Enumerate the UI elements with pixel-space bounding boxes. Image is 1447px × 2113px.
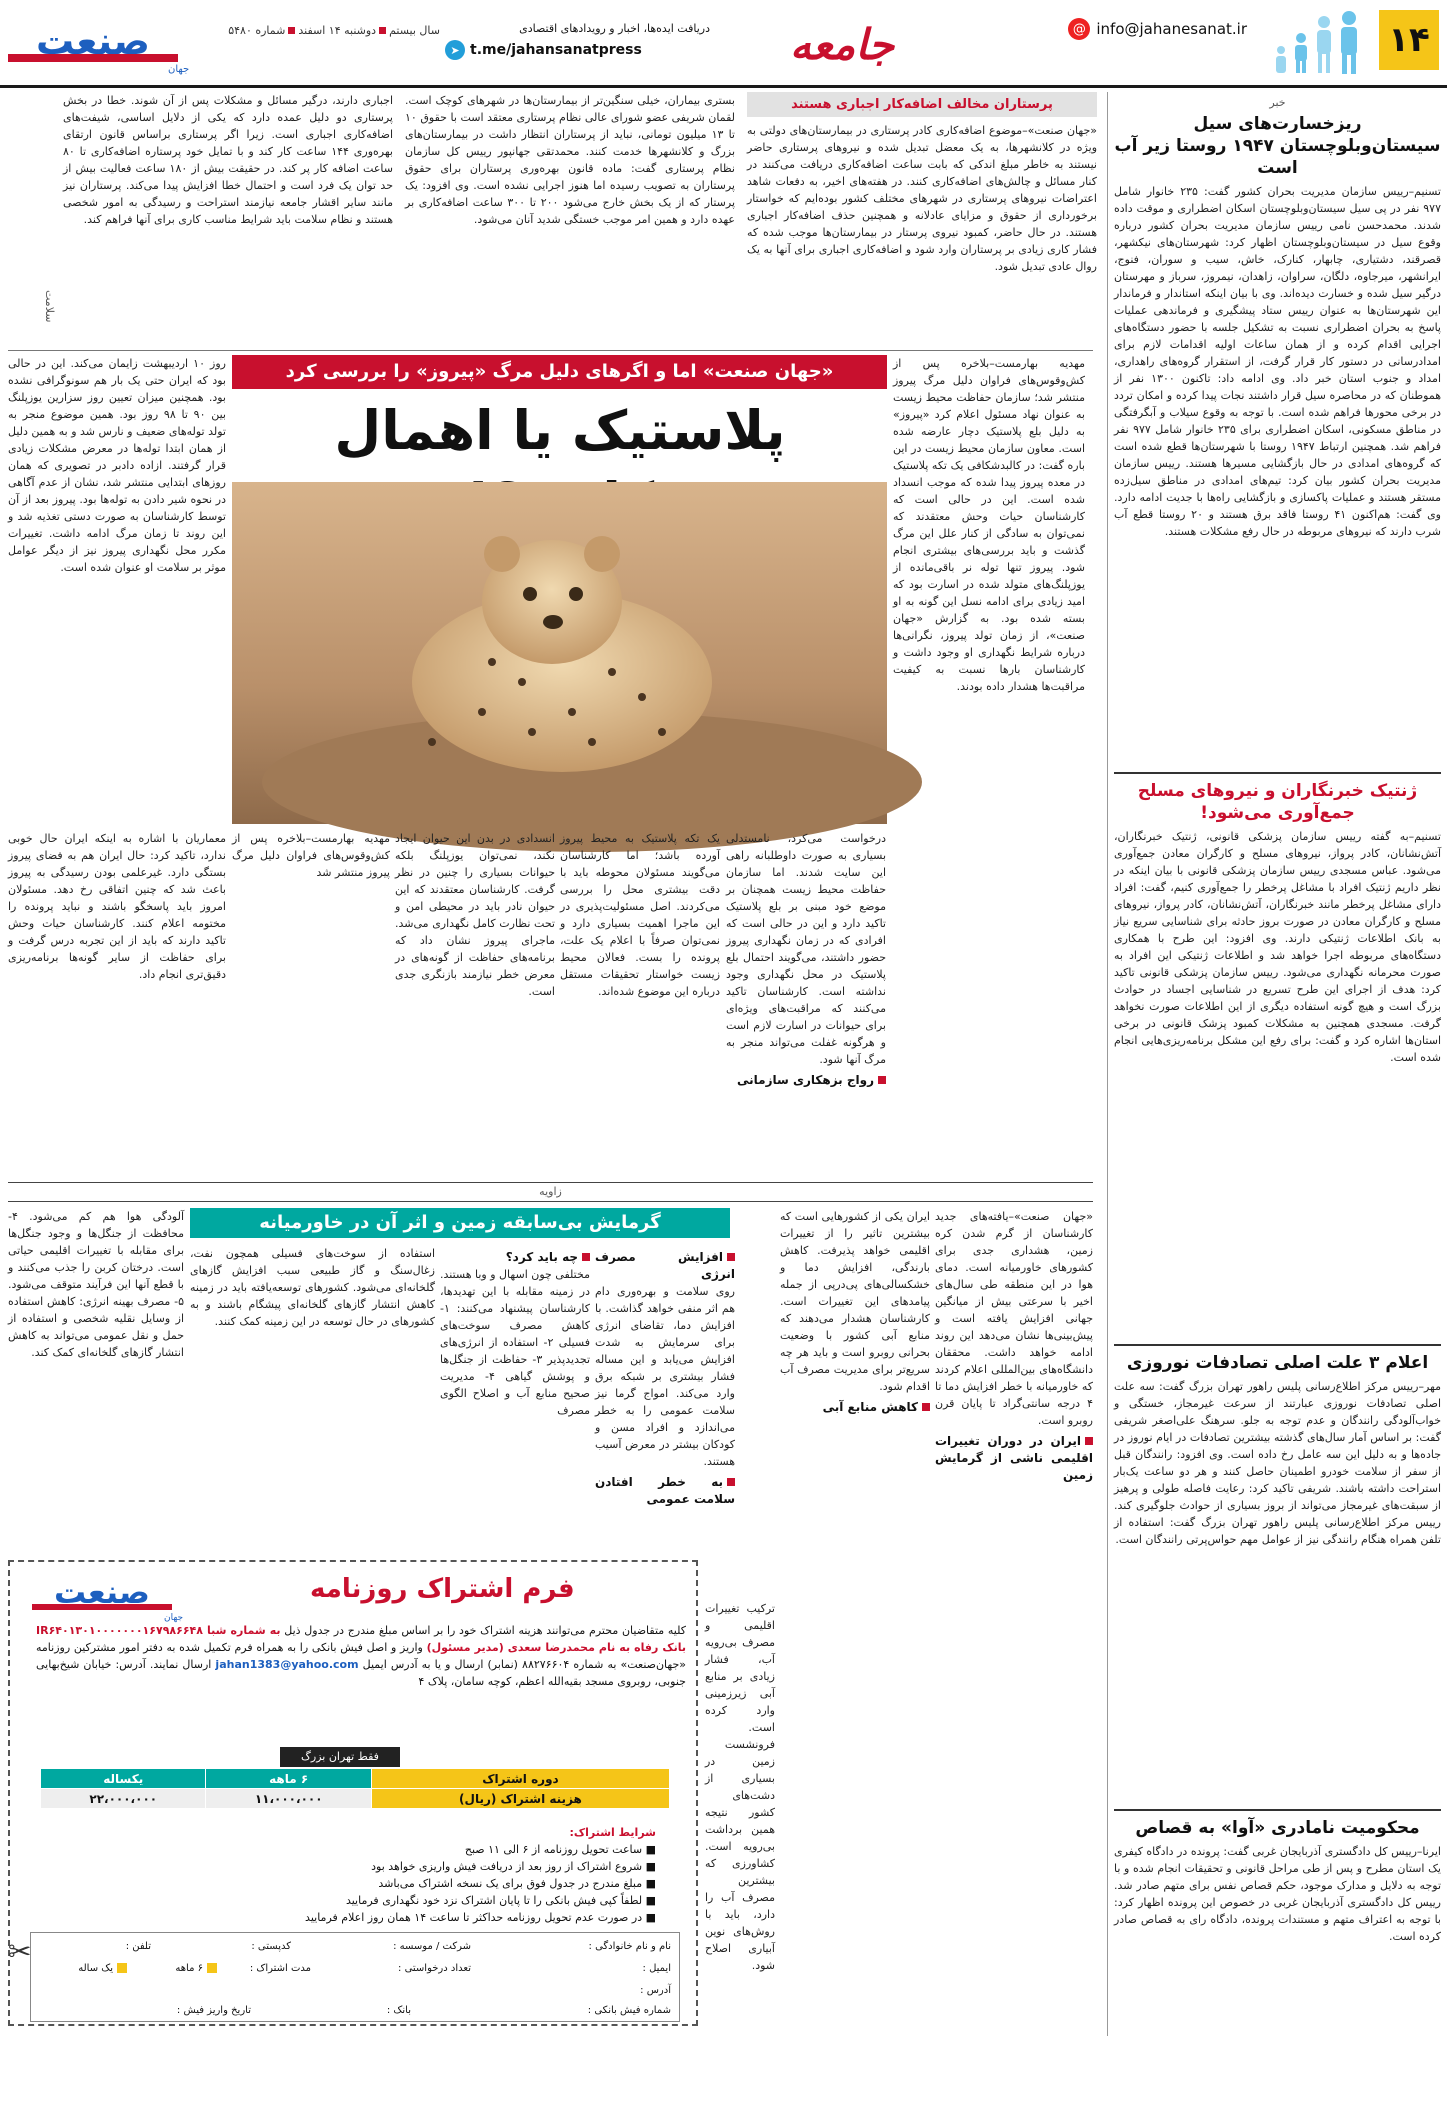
climate-subhead-d (595, 1474, 735, 1508)
nurses-col-3: اجباری دارند، درگیر مسائل و مشکلات پس از آن شوند. خطا در بخش پرستاری دو دلیل عمده دارد که یکی از دلایل اساسی، شیفت‌های اضافه‌کاری اجباری است. زیرا اگر پرستاری براساس قانون ارتقای بهره‌وری ۱۴۴ ساعت کار کند و با تمایل خود پرستاره اضافه‌کاری تا ۸۰ ساعت اضافه کار پر کند. در حقیقت بیش از ۱۸۰ ساعت فعالیت بیش از حد توان یک فرد است و احتمال خطا افزایش پیدا می‌کند. پرستاران نیز مانند سایر اقشار جامعه نیازمند استراحت و رسیدگی به امور شخصی هستند و نظام سلامت باید شرایط مناسب کاری برای آنها فراهم کند. (63, 94, 393, 226)
svg-text:صنعت: صنعت (54, 1573, 150, 1611)
climate-col-3: ترکیب تغییرات اقلیمی و مصرف بی‌رویه آب، فشار زیادی بر منابع آبی زیرزمینی وارد کرده است. فرونشست زمین در بسیاری از دشت‌های کشور نتیجه همین برداشت بی‌رویه است. کشاورزی که بیشترین مصرف آب را دارد، باید با روش‌های نوین آبیاری اصلاح شود. (705, 1602, 775, 1972)
price-label: هزینه اشتراک (ریال) (371, 1789, 669, 1809)
article-flood-title: ریزخسارت‌های سیل سیستان‌وبلوچستان ۱۹۴۷ روستا زیر آب است (1114, 114, 1441, 178)
climate-subhead-e (440, 1249, 590, 1266)
condition-item: ■ لطفاً کپی فیش بانکی را تا پایان اشتراک نزد خود نگهداری فرمایید (345, 1894, 656, 1907)
intro-text-2: واریز و اصل فیش بانکی را به همراه فرم تکمیل شده به دفتر امور مشترکین روزنامه «جهان‌صنعت» به شماره ۸۸۲۷۶۶۰۴ (نمابر) ارسال و یا به آدرس ایمیل (36, 1641, 687, 1671)
family-icon (1269, 8, 1369, 76)
condition-item: ■ مبلغ مندرج در جدول فوق برای یک نسخه اشتراک می‌باشد (378, 1877, 656, 1890)
climate-subhead-d-text: به خطر افتادن سلامت عمومی (595, 1475, 735, 1506)
field-phone[interactable]: تلفن : (125, 1941, 151, 1952)
climate-subhead-e-text: چه باید کرد؟ (505, 1250, 578, 1264)
climate-title: گرمایش بی‌سابقه زمین و اثر آن در خاورمیانه (190, 1208, 730, 1238)
conditions-title: شرایط اشتراک: (569, 1826, 656, 1839)
field-duration: مدت اشتراک : (249, 1963, 311, 1974)
price-head-period: دوره اشتراک (371, 1769, 669, 1789)
climate-subhead-b-text: کاهش منابع آبی (822, 1400, 918, 1414)
article-accidents-title: اعلام ۳ علت اصلی تصادفات نوروزی (1126, 1353, 1429, 1373)
field-bank[interactable]: بانک : (386, 2005, 411, 2016)
climate-subhead-c-text: افزایش مصرف انرژی (595, 1250, 735, 1281)
subscription-conditions (276, 1824, 656, 1926)
climate-col-1-text: «جهان صنعت»–یافته‌های جدید کارشناسان از گرم شدن کره زمین، هشداری جدی برای کشورهای خاورمیانه است. دمای هوا در این منطقه طی سال‌های اخیر با سرعتی بیش از میانگین جهانی افزایش یافته است و پیش‌بینی‌ها نشان می‌دهد این روند ادامه خواهد داشت. محققان دانشگاه‌های بین‌المللی اعلام کردند که خاورمیانه با خطر افزایش دما تا ۴ درجه سانتی‌گراد تا پایان قرن روبرو است. (935, 1210, 1093, 1427)
condition-text: در صورت عدم تحویل روزنامه حداکثر تا ساعت ۱۴ همان روز اعلام فرمایید (305, 1911, 643, 1924)
climate-subhead-a (935, 1433, 1093, 1484)
only-tehran-label: فقط تهران بزرگ (280, 1747, 400, 1767)
climate-col-5-text: مختلفی چون اسهال و وبا هستند. در زمینه مقابله با این تهدیدها، کارشناسان پیشنهاد می‌کنند: ۱- کاهش مصرف سوخت‌های فسیلی ۲- استفاده از انرژی‌های تجدیدپذیر ۳- حفاظت از جنگل‌ها و پوشش گیاهی ۴- مدیریت صحیح منابع آب و اصلاح الگوی مصرف (440, 1268, 590, 1417)
price-head-1y: یکساله (41, 1769, 206, 1789)
nurses-title: پرستاران مخالف اضافه‌کار اجباری هستند (747, 92, 1097, 117)
climate-col-4-text: روی سلامت و بهره‌وری دام هم اثر منفی خواهد گذاشت. با افزایش دما، تقاضای انرژی برای سرمایش به شدت افزایش می‌یابد و این مساله فشار بیشتری بر شبکه برق وارد می‌کند. امواج گرما نیز سلامت عمومی را به خطر می‌اندازد و افراد مسن و کودکان بیشتر در معرض آسیب هستند. (595, 1285, 735, 1468)
svg-text:جهان: جهان (168, 64, 190, 75)
issue-number: شماره ۵۴۸۰ (228, 24, 286, 37)
telegram-link[interactable]: t.me/jahansanatpress (470, 42, 642, 58)
nurses-col-1: «جهان صنعت»–موضوع اضافه‌کاری کادر پرستاری در بیمارستان‌های دولتی به ویژه در کلانشهرها، به یک معضل تبدیل شده و نیروهای پرستاری حاضر نیستند به خاطر مبلغ اندکی که بابت ساعت اضافه‌کاری دریافت می‌کنند در کنار مسائل و چالش‌های اضافه‌کاری کنند. در هفته‌های اخیر، به دفعات شاهد اعتراضات نیروهای پرستاری در شهرهای مختلف کشور بوده‌ایم که خواستار برخورداری از حقوق و مزایای عادلانه و همچنین حذف اضافه‌کار اجباری هستند. در حال حاضر، کمبود نیروی پرستار در بیمارستان‌ها موجب شده که فشار کاری زیادی بر پرستاران وارد شود و اضافه‌کاری اجباری برای آنها به یک روال عادی تبدیل شود. (747, 124, 1097, 273)
nurses-article (37, 92, 1097, 348)
subscription-title: فرم اشتراک روزنامه (310, 1574, 575, 1604)
main-headline: پلاستیک یا اهمال (334, 399, 786, 462)
condition-text: شروع اشتراک از روز بعد از دریافت فیش واریزی خواهد بود (371, 1860, 643, 1873)
main-col-2 (726, 830, 886, 1175)
climate-col-2-text: ایران یکی از کشورهایی است که بیشترین تاثیر را از تغییرات اقلیمی خواهد پذیرفت. کاهش بارندگی، افزایش دما و خشکسالی‌های پی‌درپی از جمله پیامدهای این تغییرات است. کارشناسان هشدار می‌دهند که منابع آبی کشور با وضعیت بحرانی روبرو است و باید هر چه سریع‌تر برای مدیریت مصرف آب اقدام شود. (780, 1210, 930, 1393)
condition-item: ■ شروع اشتراک از روز بعد از دریافت فیش واریزی خواهد بود (371, 1860, 656, 1873)
scissors-icon: ✂ (8, 1935, 32, 1968)
intro-email[interactable]: jahan1383@yahoo.com (215, 1658, 359, 1671)
health-tag: سلامت (43, 290, 56, 323)
climate-col-1 (935, 1208, 1093, 2028)
section-title: جامعه (790, 20, 895, 69)
price-table (40, 1768, 670, 1809)
checkbox-6m-label: ۶ ماهه (175, 1963, 203, 1974)
intro-account: به شماره شبا IR۶۴۰۱۳۰۱۰۰۰۰۰۰۰۱۶۷۹۸۶۶۴۸ بانک رفاه به نام محمدرضا سعدی (مدیر مسئول) (36, 1624, 686, 1654)
condition-text: ساعت تحویل روزنامه از ۶ الی ۱۱ صبح (464, 1843, 643, 1856)
svg-text:صنعت: صنعت (36, 19, 150, 63)
cheetah-photo (232, 482, 887, 824)
climate-col-4 (595, 1245, 735, 1555)
checkbox-6m[interactable] (175, 1959, 221, 1979)
subscriber-form (30, 1932, 680, 2022)
nurses-col-2: بستری بیماران، خیلی سنگین‌تر از بیمارستان‌ها در شهرهای کوچک است. لقمان شریفی عضو شورای عالی نظام پرستاری معتقد است با حقوق ۱۰ تا ۱۳ میلیون تومانی، نباید از پرستاران انتظار داشت در بیمارستان‌های بزرگ و کلانشهرها خدمت کنند. محمدتقی جهانپور رییس کل سازمان نظام پرستاری گفت: ماده قانون بهره‌وری پرستاران برای حقوق پرستاران به تصویب رسیده اما هنوز اجرایی نشده است. وی افزود: یک پرستار که از یک بخش خارج می‌شود ۲۰۰ تا ۳۰۰ ساعت اضافه‌کاری بر عهده دارد و همین امر موجب خستگی شدید آنان می‌شود. (405, 94, 736, 226)
price-head-6m: ۶ ماهه (206, 1769, 371, 1789)
field-receipt[interactable]: شماره فیش بانکی : (587, 2005, 671, 2016)
checkbox-1y[interactable] (78, 1959, 131, 1979)
field-email[interactable]: ایمیل : (642, 1963, 671, 1974)
zavieh-strip: زاویه (8, 1182, 1093, 1202)
article-flood-body: تسنیم–رییس سازمان مدیریت بحران کشور گفت: ۲۳۵ خانوار شامل ۹۷۷ نفر در پی سیل سیستان‌وبلوچستان اسکان اضطراری و موقت داده شدند. محمدحسن نامی رییس سازمان مدیریت بحران کشور درباره وقوع سیل در سیستان‌وبلوچستان اظهار کرد: شهرستان‌های نیکشهر، قصرقند، دشتیاری، چابهار، کنارک، خاش، سیب و سوران، فنوج، ایرانشهر، میرجاوه، دلگان، سراوان، زاهدان، نیمروز، سرباز و مهرستان درگیر سیل شده و خسارت دیده‌اند. وی با بیان اینکه استاندار و فرماندار این شهرستان‌ها به عنوان رییس ستاد پیشگیری و فرماندهی عملیات پاسخ به بحران اضطراری نسبت به تشکیل جلسه با حضور دستگاه‌های اجرایی اقدام کرده و از همان ساعات اولیه اقدامات لازم برای امدادرسانی در دستور کار قرار گرفت، از استقرار گروه‌های راهداری، امداد و جنوب استان خبر داد. وی ادامه داد: تاکنون ۱۳۰۰ نفر از هموطنان که در محاصره سیل قرار داشتند نجات پیدا کرده و امکان تردد در برخی محورها فراهم شده است. با توجه به وقوع سیلاب و آبگرفتگی در مناطق مسکونی، اسکان اضطراری برای ۲۳۵ خانوار شامل ۹۷۷ نفر فراهم شد. همچنین ارتباط ۱۹۴۷ روستا با شهرستان‌ها قطع شده است که گروه‌های امدادی در حال بازگشایی مسیرها هستند. رییس سازمان مدیریت بحران کشور بیان کرد: تیم‌های امدادی در مناطق سیل‌زده مستقر هستند و عملیات پاکسازی و بازگشایی راه‌ها با جدیت ادامه دارد. وی گفت: هم‌اکنون ۴۱ روستا فاقد برق هستند و ۲۰ روستا قطع آب شرب دارند که نیروهای مربوطه در حال رفع مشکلات هستند. (1114, 185, 1442, 538)
subscription-form (8, 1560, 698, 2026)
condition-text: مبلغ مندرج در جدول فوق برای یک نسخه اشتراک می‌باشد (378, 1877, 643, 1890)
climate-subhead-b (780, 1399, 930, 1416)
main-col-5: مهدیه بهارمست–بلاخره پس از کش‌وقوس‌های فراوان دلیل مرگ پیروز منتشر شد (232, 832, 390, 879)
main-col-1: مهدیه بهارمست–بلاخره پس از کش‌وقوس‌های فراوان دلیل مرگ پیروز منتشر شد؛ سازمان حفاظت محیط زیست به عنوان نهاد مسئول اعلام کرد «پیروز» به دلیل بلع پلاستیک دچار عارضه شده است. معاون سازمان محیط زیست در این باره گفت: در کالبدشکافی یک تکه پلاستیک در معده پیروز پیدا شده که موجب انسداد شده است. این در حالی است که کارشناسان حیات وحش معتقدند که نمی‌توان به سادگی از کنار علل این مرگ گذشت و باید بررسی‌های بیشتری انجام شود. پیروز تنها توله نر باقی‌مانده از یوزپلنگ‌های متولد شده در اسارت بود که امید زیادی برای ادامه نسل این گونه به او بسته شده بود. به گزارش «جهان صنعت»، از زمان تولد پیروز، نگرانی‌ها درباره شرایط نگهداری او وجود داشت و کارشناسان بارها نسبت به کیفیت مراقبت‌ها هشدار داده بودند. (893, 357, 1085, 693)
article-genetics-body: تسنیم–به گفته رییس سازمان پزشکی قانونی، ژنتیک خبرنگاران، آتش‌نشانان، کادر پرواز، نیروهای مسلح و کارگران معادن جمع‌آوری می‌شود. عباس مسجدی رییس سازمان پزشکی قانونی با بیان اینکه در نظر داریم ژنتیک افراد با مشاغل پرخطر را جمع‌آوری کنیم، گفت: افراد دارای مشاغل پرخطر مانند خبرنگاران، آتش‌نشانان، کادر پرواز، نیروهای مسلح و کارگران معادن در صورت بروز حادثه برای شناسایی سریع نیاز به بانک اطلاعات ژنتیکی دارند. وی افزود: این طرح با همکاری دستگاه‌های مربوطه اجرا خواهد شد و اطلاعات ژنتیکی این افراد به صورت محرمانه نگهداری می‌شود. رییس سازمان پزشکی قانونی تاکید کرد: هدف از اجرای این طرح تسریع در شناسایی اجساد در حوادث بزرگ است و هیچ گونه استفاده دیگری از این اطلاعات صورت نخواهد گرفت. مسجدی همچنین به مشکلات کمبود پزشک قانونی در برخی استان‌ها اشاره کرد و گفت: برای رفع این مشکل برنامه‌ریزی‌هایی انجام شده است. (1114, 830, 1441, 1064)
article-ava-body: ایرنا–رییس کل دادگستری آذربایجان غربی گفت: پرونده در دادگاه کیفری یک استان مطرح و پس از طی مراحل قانونی و تحقیقات انجام شده و با توجه به دلایل و مدارک موجود، حکم قصاص نفس برای متهم صادر شد. رییس کل دادگستری آذربایجان غربی در خصوص این پرونده اظهار کرد: با توجه به اعتراف متهم و مستندات پرونده، دادگاه رای به قصاص صادر کرده است. (1114, 1845, 1441, 1943)
divider (8, 350, 1093, 351)
email-text: info@jahanesanat.ir (1096, 20, 1247, 38)
jahan-sanat-logo (8, 14, 190, 76)
climate-col-6: استفاده از سوخت‌های فسیلی همچون نفت، زغال‌سنگ و گاز طبیعی سبب افزایش گازهای گلخانه‌ای می‌شود. کشورهای توسعه‌یافته باید در زمینه کاهش انتشار گازهای گلخانه‌ای پیشگام باشند و به کشورهای در حال توسعه در این زمینه کمک کنند. (190, 1247, 435, 1328)
climate-col-2 (780, 1208, 930, 2028)
article-genetics-title: ژنتیک خبرنگاران و نیروهای مسلح جمع‌آوری می‌شود! (1137, 781, 1418, 823)
subscription-logo (32, 1570, 184, 1623)
field-date[interactable]: تاریخ واریز فیش : (176, 2005, 251, 2016)
main-col-6: روز ۱۰ اردیبهشت زایمان می‌کند. این در حالی بود که ایران حتی یک بار هم سونوگرافی نشده بود. همچنین میزان تعیین روز سزارین یوزپلنگ بین ۹۰ تا ۹۸ روز بود. همین موضوع منجر به تولد توله‌های ضعیف و نارس شد و به همین دلیل از همان ابتدا توله‌ها در معرض مشکلات زیادی قرار گرفتند. ازاده دادبر در تصویری که همان روزهای ابتدایی منتشر شد، نشان از عدم آگاهی در نحوه شیر دادن به توله‌ها بود. پیروز بعد از آن توسط کارشناسان به صورت دستی تغذیه شد و این روند تا زمان مرگ ادامه داشت. تغییرات مکرر محل نگهداری پیروز نیز از دیگر عوامل موثر بر سلامت او عنوان شده است. (8, 357, 226, 574)
issue-date: دوشنبه ۱۴ اسفند (298, 24, 377, 37)
sidebar-kicker: خبر (1269, 96, 1286, 109)
page-number: ۱۴ (1379, 10, 1439, 70)
main-col-3: یک تکه پلاستیک به محیط پیروز آورده باشد؛ اما کارشناسان می‌گویند مسئولان محوطه باید با دقت بیشتری محل را بررسی می‌کردند. اصل مسئولیت‌پذیری در این ماجرا اهمیت بسیاری دارد و نمی‌توان صرفاً با اعلام یک علت، پرونده را بست. فعالان محیط زیست خواستار تحقیقات مستقل درباره این موضوع شده‌اند. (560, 832, 720, 998)
email-icon: @ (1068, 18, 1090, 40)
issue-year: سال بیستم (389, 24, 440, 37)
cheetah-illustration (232, 482, 887, 824)
price-6m: ۱۱،۰۰۰،۰۰۰ (206, 1789, 371, 1809)
issue-info (190, 24, 440, 37)
field-postal[interactable]: کدپستی : (251, 1941, 291, 1952)
telegram-icon: ➤ (445, 40, 465, 60)
climate-col-7: آلودگی هوا هم کم می‌شود. ۴- محافظت از جنگل‌ها و وجود جنگل‌ها برای مقابله با تغییرات اقلیمی حیاتی است. درختان کربن را جذب می‌کنند و با قطع آنها این فرآیند متوقف می‌شود. ۵- مصرف بهینه انرژی: کاهش استفاده از وسایل نقلیه شخصی و استفاده از حمل و نقل عمومی می‌تواند به کاهش انتشار گازهای گلخانه‌ای کمک کند. (8, 1210, 184, 1359)
condition-text: لطفاً کپی فیش بانکی را تا پایان اشتراک نزد خود نگهداری فرمایید (345, 1894, 643, 1907)
contact-email[interactable] (1068, 18, 1247, 40)
main-subhead-text: رواج بزهکاری سازمانی (737, 1073, 874, 1087)
main-subhead (726, 1072, 886, 1089)
field-count[interactable]: تعداد درخواستی : (398, 1963, 471, 1974)
masthead (0, 0, 1447, 88)
telegram-block[interactable] (445, 22, 710, 60)
news-sidebar (1107, 92, 1447, 2036)
intro-text-1: کلیه متقاضیان محترم می‌توانند هزینه اشتراک خود را بر اساس مبلغ مندرج در جدول ذیل (284, 1624, 686, 1637)
condition-item: ■ ساعت تحویل روزنامه از ۶ الی ۱۱ صبح (464, 1843, 656, 1856)
price-1y: ۲۲،۰۰۰،۰۰۰ (41, 1789, 206, 1809)
climate-subhead-a-text: ایران در دوران تغییرات اقلیمی ناشی از گرمایش زمین (935, 1434, 1093, 1482)
svg-text:جهان: جهان (164, 1613, 184, 1623)
intro-text-3: ارسال نمایند. آدرس: خیابان شیخ‌بهایی جنوبی، روبروی مسجد بقیه‌الله اعظم، کوچه سامان، پلاک ۴ (36, 1658, 686, 1688)
main-col-7: معماریان با اشاره به اینکه ایران حال خوبی ندارد، تاکید کرد: حال ایران هم به فضای پیروز بستگی دارد. غیرعلمی بودن رسیدگی به پیروز باعث شد که چنین اتفاقی رخ دهد. مسئولان امروز باید پاسخگو باشند و نباید پرونده را مختومه اعلام کنند. کارشناسان حیات وحش تاکید دارند که باید از این تجربه درس گرفت و برای حفاظت از سایر گونه‌ها برنامه‌ریزی دقیق‌تری انجام داد. (8, 832, 226, 981)
condition-item: ■ در صورت عدم تحویل روزنامه حداکثر تا ساعت ۱۴ همان روز اعلام فرمایید (305, 1911, 656, 1924)
field-company[interactable]: شرکت / موسسه : (393, 1941, 471, 1952)
main-kicker: «جهان صنعت» اما و اگرهای دلیل مرگ «پیروز» را بررسی کرد (232, 355, 887, 389)
field-name[interactable]: نام و نام خانوادگی : (588, 1941, 671, 1952)
checkbox-1y-label: یک ساله (78, 1963, 113, 1974)
main-col-4: انسدادی در بدن این حیوان ایجاد نکند، نمی‌توان یوزپلنگ بلکه حیوانات بسیاری را چنین در نظر گرفت. کارشناسان معتقدند که این حیوان نادر باید در محیطی امن و تحت نظارت کامل نگهداری می‌شد. ماجرای پیروز نشان داد که برنامه‌های حفاظت از گونه‌های در معرض خطر نیازمند بازنگری جدی است. (395, 832, 555, 998)
climate-col-5 (440, 1245, 590, 1555)
main-col-2-text: درخواست می‌کرد، نامستدلی بسیاری به صورت داوطلبانه راهی این سایت شدند. اما سازمان حفاظت محیط زیست همچنان بر موضع خود مبنی بر بلع پلاستیک تاکید دارد و این در حالی است که افرادی که در زمان نگهداری پیروز حضور داشتند، می‌گویند احتمال بلع پلاستیک در محل نگهداری وجود نداشته است. کارشناسان تاکید می‌کنند که مراقبت‌های ویژه‌ای برای حیوانات در اسارت لازم است و هرگونه غفلت می‌تواند منجر به مرگ آنها شود. (726, 832, 886, 1066)
climate-subhead-c (595, 1249, 735, 1283)
field-address[interactable]: آدرس : (640, 1985, 671, 1996)
article-ava-title: محکومیت نامادری «آوا» به قصاص (1135, 1818, 1420, 1838)
subscription-intro (36, 1622, 686, 1690)
article-accidents-body: مهر–رییس مرکز اطلاع‌رسانی پلیس راهور تهران بزرگ گفت: سه علت اصلی تصادفات نوروزی عبارتند از سرعت غیرمجاز، خستگی و خواب‌آلودگی رانندگان و عدم توجه به جلو. سرهنگ علی‌اصغر شریفی گفت: بر اساس آمار سال‌های گذشته بیشترین تصادفات در ایام نوروز در جاده‌ها و به دلیل این سه عامل رخ داده است. وی افزود: رانندگان قبل از سفر از سلامت خودرو اطمینان حاصل کنند و هر دو ساعت یک‌بار استراحت داشته باشند. شریفی تاکید کرد: رعایت فاصله طولی و پرهیز از سبقت‌های غیرمجاز می‌تواند از بروز بسیاری از حوادث جلوگیری کند. رییس مرکز اطلاع‌رسانی پلیس راهور تهران بزرگ گفت: استفاده از تلفن همراه هنگام رانندگی نیز از عوامل مهم حواس‌پرتی رانندگان است. (1114, 1380, 1441, 1546)
telegram-tagline: دریافت ایده‌ها، اخبار و رویدادهای اقتصادی (519, 22, 710, 35)
